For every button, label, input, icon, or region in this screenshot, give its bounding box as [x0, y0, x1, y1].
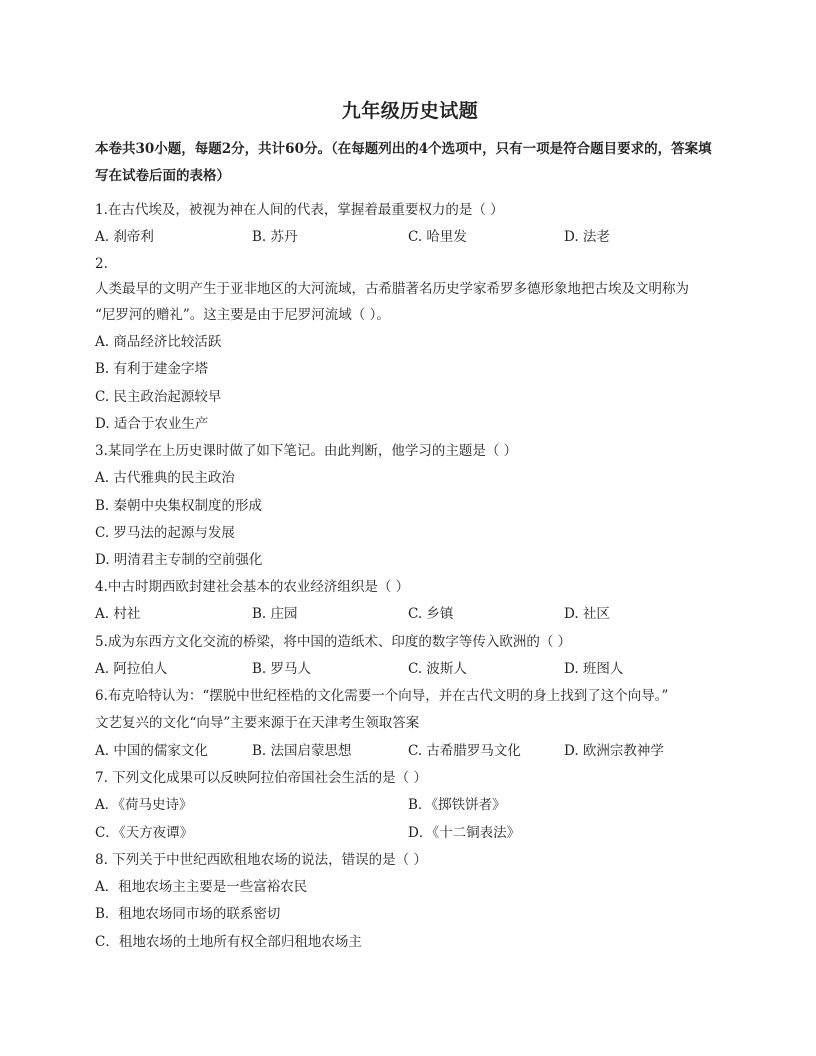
question-7-option-a: A．《荷马史诗》 — [95, 797, 193, 813]
question-3-stem: 3.某同学在上历史课时做了如下笔记。由此判断，他学习的主题是（ ） — [95, 443, 518, 459]
question-7-stem: 7. 下列文化成果可以反映阿拉伯帝国社会生活的是（ ） — [95, 770, 427, 786]
question-6-option-b: B. 法国启蒙思想 — [252, 743, 352, 759]
page-title: 九年级历史试题 — [341, 100, 479, 122]
question-2-option-b: B. 有利于建金字塔 — [95, 361, 209, 377]
question-6-stem-line-1: 6.布克哈特认为：“摆脱中世纪桎梏的文化需要一个向导，并在古代文明的身上找到了这个向导。” — [95, 688, 669, 704]
question-1-option-b: B. 苏丹 — [252, 229, 298, 245]
question-1-option-d: D. 法老 — [564, 229, 610, 245]
question-3-option-b: B. 秦朝中央集权制度的形成 — [95, 498, 263, 514]
question-2-option-c: C. 民主政治起源较早 — [95, 389, 222, 405]
question-4-option-c: C. 乡镇 — [408, 606, 454, 622]
question-1-stem: 1.在古代埃及，被视为神在人间的代表，掌握着最重要权力的是（ ） — [95, 202, 504, 218]
question-4-option-b: B. 庄园 — [252, 606, 298, 622]
question-1-option-c: C. 哈里发 — [408, 229, 467, 245]
question-6-option-c: C. 古希腊罗马文化 — [408, 743, 521, 759]
question-5-option-b: B. 罗马人 — [252, 661, 312, 677]
question-2-stem-line-1: 人类最早的文明产生于亚非地区的大河流域，古希腊著名历史学家希罗多德形象地把古埃及文明称为 — [95, 281, 689, 297]
question-6-stem-line-2: 文艺复兴的文化“向导”主要来源于在天津考生领取答案 — [95, 715, 420, 731]
question-3-option-a: A. 古代雅典的民主政治 — [95, 470, 235, 486]
question-3-option-d: D. 明清君主专制的空前强化 — [95, 552, 263, 568]
question-7-option-b: B．《掷铁饼者》 — [408, 797, 506, 813]
question-5-option-c: C. 波斯人 — [408, 661, 467, 677]
question-2-stem-line-2: “尼罗河的赠礼”。这主要是由于尼罗河流域（ ）。 — [95, 307, 390, 323]
question-5-stem: 5.成为东西方文化交流的桥梁，将中国的造纸术、印度的数字等传入欧洲的（ ） — [95, 634, 572, 650]
question-8-stem: 8. 下列关于中世纪西欧租地农场的说法，错误的是（ ） — [95, 852, 427, 868]
question-6-option-a: A. 中国的儒家文化 — [95, 743, 208, 759]
question-4-option-d: D. 社区 — [564, 606, 610, 622]
question-8-option-a: A．租地农场主主要是一些富裕农民 — [95, 879, 308, 895]
question-7-option-c: C．《天方夜谭》 — [95, 825, 194, 841]
question-8-option-c: C．租地农场的土地所有权全部归租地农场主 — [95, 934, 362, 950]
exam-instructions: 本卷共30小题，每题2分，共计60分。（在每题列出的4个选项中，只有一项是符合题目要求的，答案填写在试卷后面的表格） — [95, 141, 712, 184]
question-4-option-a: A. 村社 — [95, 606, 141, 622]
question-2-option-d: D. 适合于农业生产 — [95, 416, 209, 432]
question-5-option-a: A. 阿拉伯人 — [95, 661, 168, 677]
question-5-option-d: D. 班图人 — [564, 661, 624, 677]
question-1-option-a: A. 刹帝利 — [95, 229, 154, 245]
question-7-option-d: D．《十二铜表法》 — [408, 825, 521, 841]
question-6-option-d: D. 欧洲宗教神学 — [564, 743, 664, 759]
question-3-option-c: C. 罗马法的起源与发展 — [95, 525, 235, 541]
question-2-option-a: A. 商品经济比较活跃 — [95, 334, 222, 350]
question-8-option-b: B．租地农场同市场的联系密切 — [95, 906, 281, 922]
question-4-stem: 4.中古时期西欧封建社会基本的农业经济组织是（ ） — [95, 579, 410, 595]
question-2-number: 2. — [95, 256, 108, 272]
